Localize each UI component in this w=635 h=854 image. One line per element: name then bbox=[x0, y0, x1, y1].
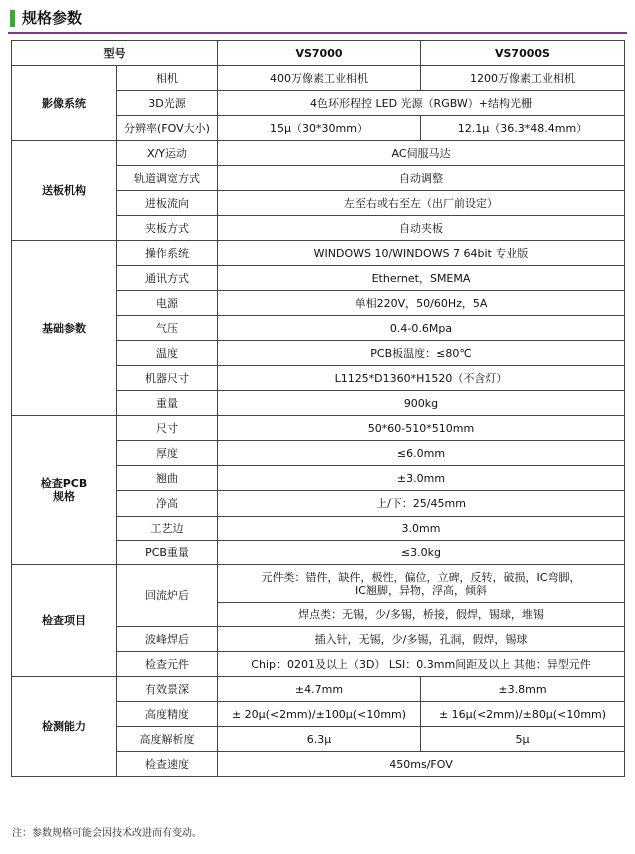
reflow-components-line1: 元件类：错件，缺件，极性，偏位，立碑，反转，破损，IC弯脚， bbox=[261, 570, 581, 584]
table-row bbox=[12, 565, 625, 603]
row-label: 夹板方式 bbox=[117, 216, 218, 241]
cell-value: 50*60-510*510mm bbox=[218, 416, 625, 441]
row-label: PCB重量 bbox=[117, 541, 218, 565]
cell-value: 左至右或右至左（出厂前设定） bbox=[218, 191, 625, 216]
table-row bbox=[12, 677, 625, 702]
row-label: 净高 bbox=[117, 491, 218, 517]
cell-value: 400万像素工业相机 bbox=[218, 66, 421, 91]
row-label: 通讯方式 bbox=[117, 266, 218, 291]
category-imaging: 影像系统 bbox=[12, 66, 117, 141]
cell-value: ±3.0mm bbox=[218, 466, 625, 491]
row-label: 工艺边 bbox=[117, 517, 218, 541]
cell-value: ≤3.0kg bbox=[218, 541, 625, 565]
cell-value: 0.4-0.6Mpa bbox=[218, 316, 625, 341]
row-label: 回流炉后 bbox=[117, 565, 218, 627]
row-label: 轨道调宽方式 bbox=[117, 166, 218, 191]
cell-value: AC伺服马达 bbox=[218, 141, 625, 166]
cell-value: 焊点类：无锡，少/多锡，桥接，假焊，锡球，堆锡 bbox=[218, 603, 625, 627]
cell-value: 自动调整 bbox=[218, 166, 625, 191]
category-pcb-line1: 检查PCB bbox=[40, 477, 88, 490]
row-label: 相机 bbox=[117, 66, 218, 91]
reflow-components-line2: IC翘脚，异物，浮高，倾斜 bbox=[355, 583, 487, 597]
row-label: 温度 bbox=[117, 341, 218, 366]
row-label: 高度精度 bbox=[117, 702, 218, 727]
row-label: 进板流向 bbox=[117, 191, 218, 216]
row-label: 尺寸 bbox=[117, 416, 218, 441]
cell-value: 6.3μ bbox=[218, 727, 421, 752]
cell-value: ≤6.0mm bbox=[218, 441, 625, 466]
cell-value: ±3.8mm bbox=[421, 677, 625, 702]
row-label: 波峰焊后 bbox=[117, 627, 218, 652]
row-label: 操作系统 bbox=[117, 241, 218, 266]
row-label: 检查元件 bbox=[117, 652, 218, 677]
cell-value: 自动夹板 bbox=[218, 216, 625, 241]
category-capability: 检测能力 bbox=[12, 677, 117, 777]
cell-value: Ethernet，SMEMA bbox=[218, 266, 625, 291]
cell-value: ± 16μ(<2mm)/±80μ(<10mm) bbox=[421, 702, 625, 727]
page-title: 规格参数 bbox=[22, 9, 83, 27]
table-row bbox=[12, 66, 625, 91]
table-row bbox=[12, 416, 625, 441]
table-row bbox=[12, 141, 625, 166]
header-vs7000: VS7000 bbox=[218, 41, 421, 66]
table-header-row bbox=[12, 41, 625, 66]
cell-value: 1200万像素工业相机 bbox=[421, 66, 625, 91]
category-pcb bbox=[12, 416, 117, 565]
cell-value: ± 20μ(<2mm)/±100μ(<10mm) bbox=[218, 702, 421, 727]
row-label: 重量 bbox=[117, 391, 218, 416]
row-label: 气压 bbox=[117, 316, 218, 341]
cell-value: 上/下：25/45mm bbox=[218, 491, 625, 517]
cell-value bbox=[218, 565, 625, 603]
cell-value: PCB板温度：≤80℃ bbox=[218, 341, 625, 366]
cell-value: 12.1μ（36.3*48.4mm） bbox=[421, 116, 625, 141]
row-label: X/Y运动 bbox=[117, 141, 218, 166]
cell-value: 3.0mm bbox=[218, 517, 625, 541]
cell-value: 插入针，无锡，少/多锡，孔洞，假焊，锡球 bbox=[218, 627, 625, 652]
header-vs7000s: VS7000S bbox=[421, 41, 625, 66]
cell-value: Chip：0201及以上（3D） LSI：0.3mm间距及以上 其他：异型元件 bbox=[218, 652, 625, 677]
category-pcb-line2: 规格 bbox=[53, 490, 75, 503]
row-label: 电源 bbox=[117, 291, 218, 316]
cell-value: 5μ bbox=[421, 727, 625, 752]
footnote: 注：参数规格可能会因技术改进而有变动。 bbox=[12, 828, 202, 839]
row-label: 有效景深 bbox=[117, 677, 218, 702]
cell-value: 450ms/FOV bbox=[218, 752, 625, 777]
row-label: 高度解析度 bbox=[117, 727, 218, 752]
cell-value: 900kg bbox=[218, 391, 625, 416]
row-label: 翘曲 bbox=[117, 466, 218, 491]
category-basic: 基础参数 bbox=[12, 241, 117, 416]
cell-value: 单相220V，50/60Hz，5A bbox=[218, 291, 625, 316]
cell-value: 4色环形程控 LED 光源（RGBW）+结构光栅 bbox=[218, 91, 625, 116]
row-label: 检查速度 bbox=[117, 752, 218, 777]
category-inspection: 检查项目 bbox=[12, 565, 117, 677]
row-label: 分辨率(FOV大小) bbox=[117, 116, 218, 141]
title-accent-bar bbox=[10, 10, 15, 27]
cell-value: ±4.7mm bbox=[218, 677, 421, 702]
row-label: 机器尺寸 bbox=[117, 366, 218, 391]
cell-value: L1125*D1360*H1520（不含灯） bbox=[218, 366, 625, 391]
row-label: 厚度 bbox=[117, 441, 218, 466]
header-model: 型号 bbox=[12, 41, 218, 66]
spec-table bbox=[11, 40, 625, 777]
row-label: 3D光源 bbox=[117, 91, 218, 116]
cell-value: 15μ（30*30mm） bbox=[218, 116, 421, 141]
table-row bbox=[12, 241, 625, 266]
cell-value: WINDOWS 10/WINDOWS 7 64bit 专业版 bbox=[218, 241, 625, 266]
section-header bbox=[8, 4, 627, 34]
category-conveyor: 送板机构 bbox=[12, 141, 117, 241]
